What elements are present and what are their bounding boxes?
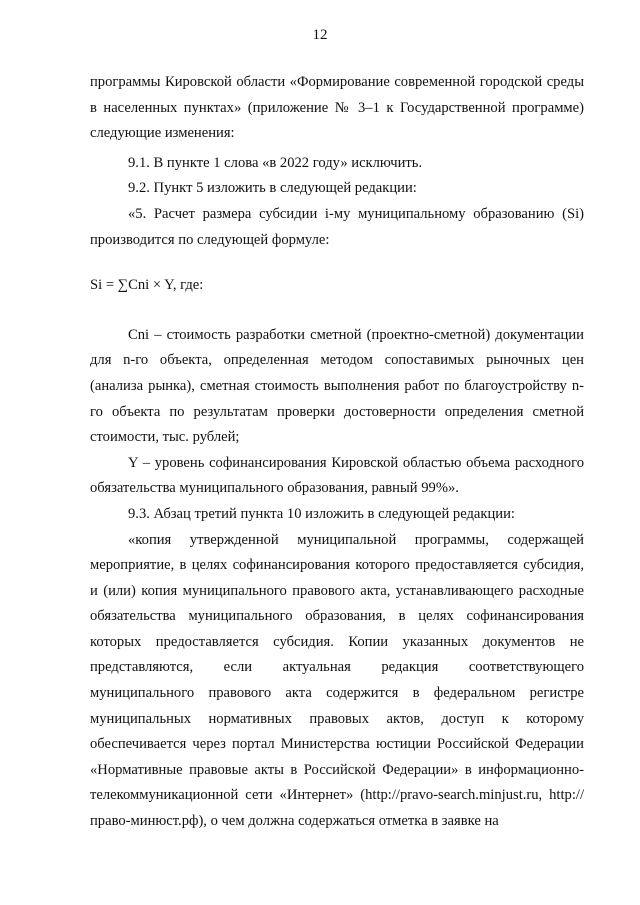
paragraph-9-1: 9.1. В пункте 1 слова «в 2022 году» исключить. <box>128 154 423 171</box>
paragraph-intro: программы Кировской области «Формирование современной городской среды в населенных пунктах» (приложение № 3–1 к Государственной программе) следующие изменения: <box>90 74 584 142</box>
subsidy-formula: Si = ∑Cni × Y, где: <box>90 277 204 294</box>
paragraph-9-3: 9.3. Абзац третий пункта 10 изложить в следующей редакции: <box>128 505 515 522</box>
page-number: 12 <box>312 27 328 43</box>
paragraph-9-2: 9.2. Пункт 5 изложить в следующей редакции: <box>128 180 417 197</box>
document-body <box>90 70 584 835</box>
paragraph-cni-definition: Cni – стоимость разработки сметной (проектно-сметной) документации для n-го объекта, определенная методом сопоставимых рыночных цен (анализа рынка), сметная стоимость выполнения работ по благоустройству n-го объекта по результатам проверки достоверности определения сметной стоимости, тыс. рублей; <box>90 326 584 446</box>
paragraph-point-5: «5. Расчет размера субсидии i-му муниципальному образованию (Si) производится по следующей формуле: <box>90 205 584 248</box>
paragraph-y-definition: Y – уровень софинансирования Кировской областью объема расходного обязательства муниципального образования, равный 99%». <box>90 454 584 497</box>
paragraph-copy-documents: «копия утвержденной муниципальной программы, содержащей мероприятие, в целях софинансирования которого предоставляется субсидия, и (или) копия муниципального правового акта, устанавливающего расходные обязательства муниципального образования, в целях софинансирования которых предоставляется субсидия. Копии указанных документов не представляются, если актуальная редакция соответствующего муниципального правового акта содержится в федеральном регистре муниципальных нормативных правовых актов, доступ к которому обеспечивается через портал Министерства юстиции Российской Федерации «Нормативные правовые акты в Российской Федерации» в информационно-телекоммуникационной сети «Интернет» (http://pravo-search.minjust.ru, http://право-минюст.рф), о чем должна содержаться отметка в заявке на <box>90 531 584 830</box>
